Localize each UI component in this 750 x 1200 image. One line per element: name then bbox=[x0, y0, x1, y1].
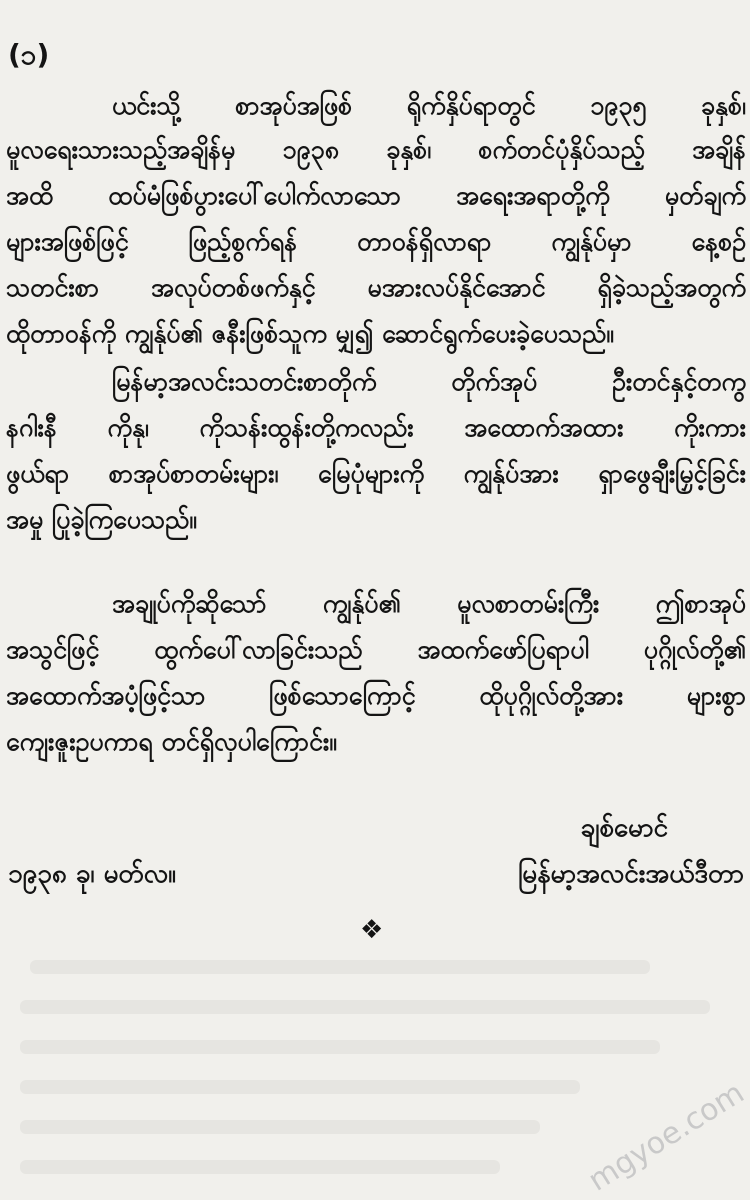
paragraph-1-line-4: များအဖြစ်ဖြင့် ဖြည့်စွက်ရန် တာဝန်ရှိလာရာ ကျွန်ုပ်မှာ နေ့စဉ် bbox=[6, 227, 746, 256]
ornament-icon: ❖ bbox=[360, 915, 384, 945]
paragraph-2-line-2: နဂါးနီ ကိုနု၊ ကိုသန်းထွန်းတို့ကလည်း အထောက်အထား ကိုးကား bbox=[6, 413, 746, 442]
paragraph-1-line-5: သတင်းစာ အလုပ်တစ်ဖက်နှင့် မအားလပ်နိုင်အောင် ရှိခဲ့သည့်အတွက် bbox=[6, 273, 746, 302]
paragraph-1-line-6: ထိုတာဝန်ကို ကျွန်ုပ်၏ ဇနီးဖြစ်သူက မျှ၍ ဆောင်ရွက်ပေးခဲ့ပေသည်။ bbox=[6, 319, 614, 348]
paragraph-1-line-3: အထိ ထပ်မံဖြစ်ပွားပေါ်ပေါက်လာသော အရေးအရာတို့ကို မှတ်ချက် bbox=[6, 181, 746, 210]
paragraph-3-line-2: အသွင်ဖြင့် ထွက်ပေါ်လာခြင်းသည် အထက်ဖော်ပြရာပါ ပုဂ္ဂိုလ်တို့၏ bbox=[6, 635, 746, 664]
signature-date: ၁၉၃၈ ခု၊ မတ်လ။ bbox=[8, 859, 176, 889]
signature-name: ချစ်မောင် bbox=[580, 813, 668, 843]
paragraph-2-line-1: မြန်မာ့အလင်းသတင်းစာတိုက် တိုက်အုပ် ဦးတင်နှင့်တကွ bbox=[112, 367, 746, 396]
bleed-through-line bbox=[30, 960, 650, 974]
signature-organization: မြန်မာ့အလင်းအယ်ဒီတာ bbox=[517, 859, 744, 889]
paragraph-3-line-3: အထောက်အပံ့ဖြင့်သာ ဖြစ်သောကြောင့် ထိုပုဂ္ဂိုလ်တို့အား များစွာ bbox=[6, 681, 746, 710]
paragraph-2-line-4: အမှု ပြုခဲ့ကြပေသည်။ bbox=[6, 505, 197, 534]
paragraph-3-line-1: အချုပ်ကိုဆိုသော် ကျွန်ုပ်၏ မူလစာတမ်းကြီး ဤစာအုပ် bbox=[112, 589, 746, 618]
bleed-through-line bbox=[20, 1160, 500, 1174]
page-number: (၁) bbox=[8, 38, 50, 71]
bleed-through-line bbox=[20, 1000, 710, 1014]
watermark: mgyoe.com bbox=[581, 1075, 750, 1199]
bleed-through-line bbox=[20, 1080, 580, 1094]
bleed-through-line bbox=[20, 1040, 660, 1054]
paragraph-1-line-2: မူလရေးသားသည့်အချိန်မှ ၁၉၃၈ ခုနှစ်၊ စက်တင်ပုံနှိပ်သည့် အချိန် bbox=[6, 135, 746, 164]
bleed-through-line bbox=[20, 1120, 540, 1134]
paragraph-1-line-1: ယင်းသို့ စာအုပ်အဖြစ် ရိုက်နှိပ်ရာတွင် ၁၉၃၅ ခုနှစ်၊ bbox=[112, 91, 746, 120]
paragraph-3-line-4: ကျေးဇူးဥပကာရ တင်ရှိလှပါကြောင်း။ bbox=[6, 727, 337, 756]
paragraph-2-line-3: ဖွယ်ရာ စာအုပ်စာတမ်းများ၊ မြေပုံများကို ကျွန်ုပ်အား ရှာဖွေချီးမြှင့်ခြင်း bbox=[6, 459, 746, 488]
